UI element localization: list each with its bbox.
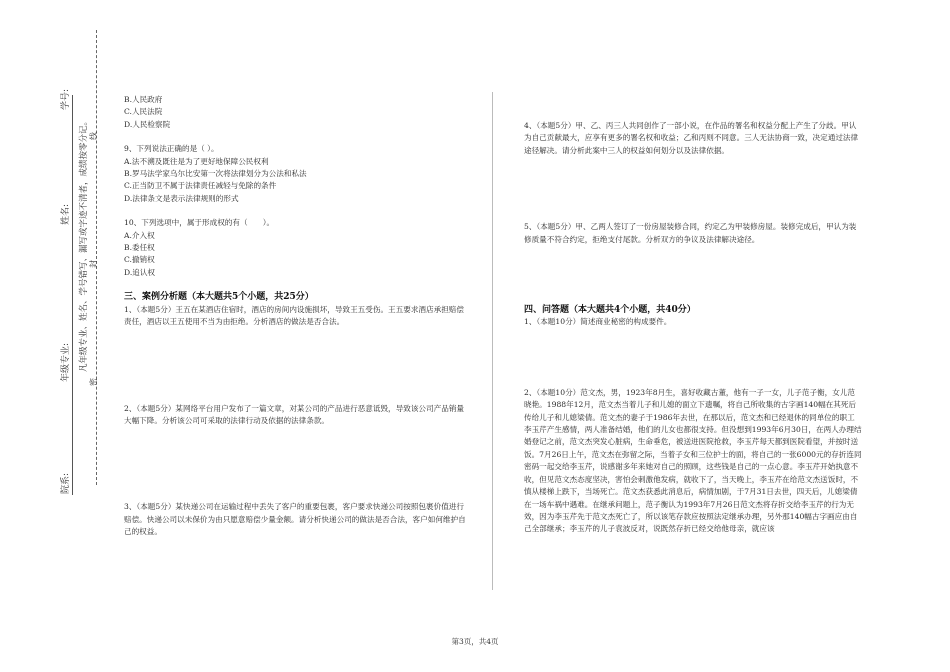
column-divider [492, 92, 493, 590]
school-label: 院系: [61, 472, 71, 494]
q10-stem: 10、下列选项中，属于形成权的有（ ）。 [124, 218, 275, 228]
case-q3: 3、（本题5分）某快递公司在运输过程中丢失了客户的重要包裹，客户要求快递公司按照包裹价值进行赔偿。快递公司以未保价为由只愿意赔偿少量金额。请分析快递公司的做法是否合法，客户如何维护自己的权益。 [124, 502, 466, 537]
q8-option-d: D.人民检察院 [124, 119, 171, 129]
case-q4: 4、（本题5分）甲、乙、丙三人共同创作了一部小说，在作品的署名和权益分配上产生了分歧。甲认为自己贡献最大，应享有更多的署名权和收益；乙和丙则不同意。三人无法协商一致，决定通过法律途径解决。请分析此案中三人的权益如何划分以及法律依据。 [524, 121, 859, 155]
essay-q1: 1、（本题10分）简述商业秘密的构成要件。 [524, 317, 672, 327]
right-column [524, 120, 862, 536]
student-id-label: 学号: [61, 88, 71, 110]
page-number: 第3页，共4页 [451, 637, 499, 646]
q10-option-c: C.撤销权 [124, 255, 155, 265]
section3-title: 三、案例分析题（本大题共5个小题，共25分） [124, 292, 314, 303]
seal-dashed-line [96, 30, 97, 485]
section4-title: 四、问答题（本大题共4个小题，共40分） [524, 305, 696, 316]
q8-option-c: C.人民法院 [124, 107, 163, 117]
q9-option-d: D.法律条文是表示法律规则的形式 [124, 193, 239, 203]
left-column [124, 94, 466, 539]
q9-option-b: B.罗马法学家乌尔比安第一次将法律划分为公法和私法 [124, 169, 307, 179]
q10-option-d: D.追认权 [124, 267, 156, 277]
essay-q2: 2、（本题10分）范文杰，男，1923年8月生，喜好收藏古董，他有一子一女，儿子范子衡，女儿范晓艳。1988年12月，范文杰当着儿子和儿媳的面立下遗嘱，将自己所收集的古字画140幅在其死后传给儿子和儿媳梁倩。范文杰的妻子于1986年去世，在那以后，范文杰和已经退休的同单位的职工李玉芹产生感情，两人准备结婚，他们的儿女也都很支持。但没想到1993年6月30日，在两人办理结婚登记之前，范文杰突发心脏病，生命垂危，被送进医院抢救，李玉芹每天都到医院看望，并按时送饭。7月26日上午，范文杰在弥留之际，当着子女和三位护士的面，将自己的一张6000元的存折连同密码一起交给李玉芹，说感谢多年来她对自己的照顾，这些钱是自己的一点心意。李玉芹开始执意不收，但见范文杰态度坚决，害怕会刺激他发病，就收下了，当天晚上，李玉芹在给范文杰送饭时，不慎从楼梯上跌下，当场死亡。范文杰获悉此消息后，病情加剧，于7月31日去世，四天后，儿媳梁倩在一场车祸中遇难。在继承问题上，范子衡认为1993年7月26日范文杰将存折交给李玉芹的行为无效，因为李玉芹先于范文杰死亡了，所以该笔存款应按照法定继承办理，另外那140幅古字画应由自己全部继承；李玉芹的儿子袁波反对，说既然存折已经交给他母亲，就应该 [524, 387, 862, 534]
name-label: 姓名: [61, 203, 71, 225]
q10-option-a: A.介入权 [124, 230, 155, 240]
case-q1: 1、（本题5分）王五在某酒店住宿时，酒店的房间内设施损坏，导致王五受伤。王五要求酒店承担赔偿责任，酒店以王五使用不当为由拒绝。分析酒店的做法是否合法。 [124, 304, 464, 327]
q9-stem: 9、下列说法正确的是（ ）。 [124, 144, 219, 154]
q9-option-a: A.法不溯及既往是为了更好地保障公民权利 [124, 156, 269, 166]
case-q5: 5、（本题5分）甲、乙两人签订了一份房屋装修合同，约定乙为甲装修房屋。装修完成后，甲认为装修质量不符合约定，拒绝支付尾款。分析双方的争议及法律解决途径。 [524, 222, 857, 244]
filling-notice: 凡年级专业、姓名、学号错写、漏写或字迹不清者，成绩按零分记。 [79, 116, 89, 372]
q9-option-c: C.正当防卫不属于法律责任减轻与免除的条件 [124, 181, 277, 191]
margin-rule-outer [72, 95, 73, 495]
q10-option-b: B.委任权 [124, 243, 155, 253]
grade-major-label: 年级专业: [61, 342, 71, 382]
seal-mark-mi: 密 [89, 378, 98, 386]
case-q2: 2、（本题5分）某网络平台用户发布了一篇文章，对某公司的产品进行恶意诋毁，导致该公司产品销量大幅下降。分析该公司可采取的法律行动及依据的法律条款。 [124, 403, 464, 425]
seal-mark-xian: 线 [89, 132, 98, 140]
seal-mark-feng: 封 [89, 260, 98, 268]
q8-option-b: B.人民政府 [124, 95, 163, 104]
